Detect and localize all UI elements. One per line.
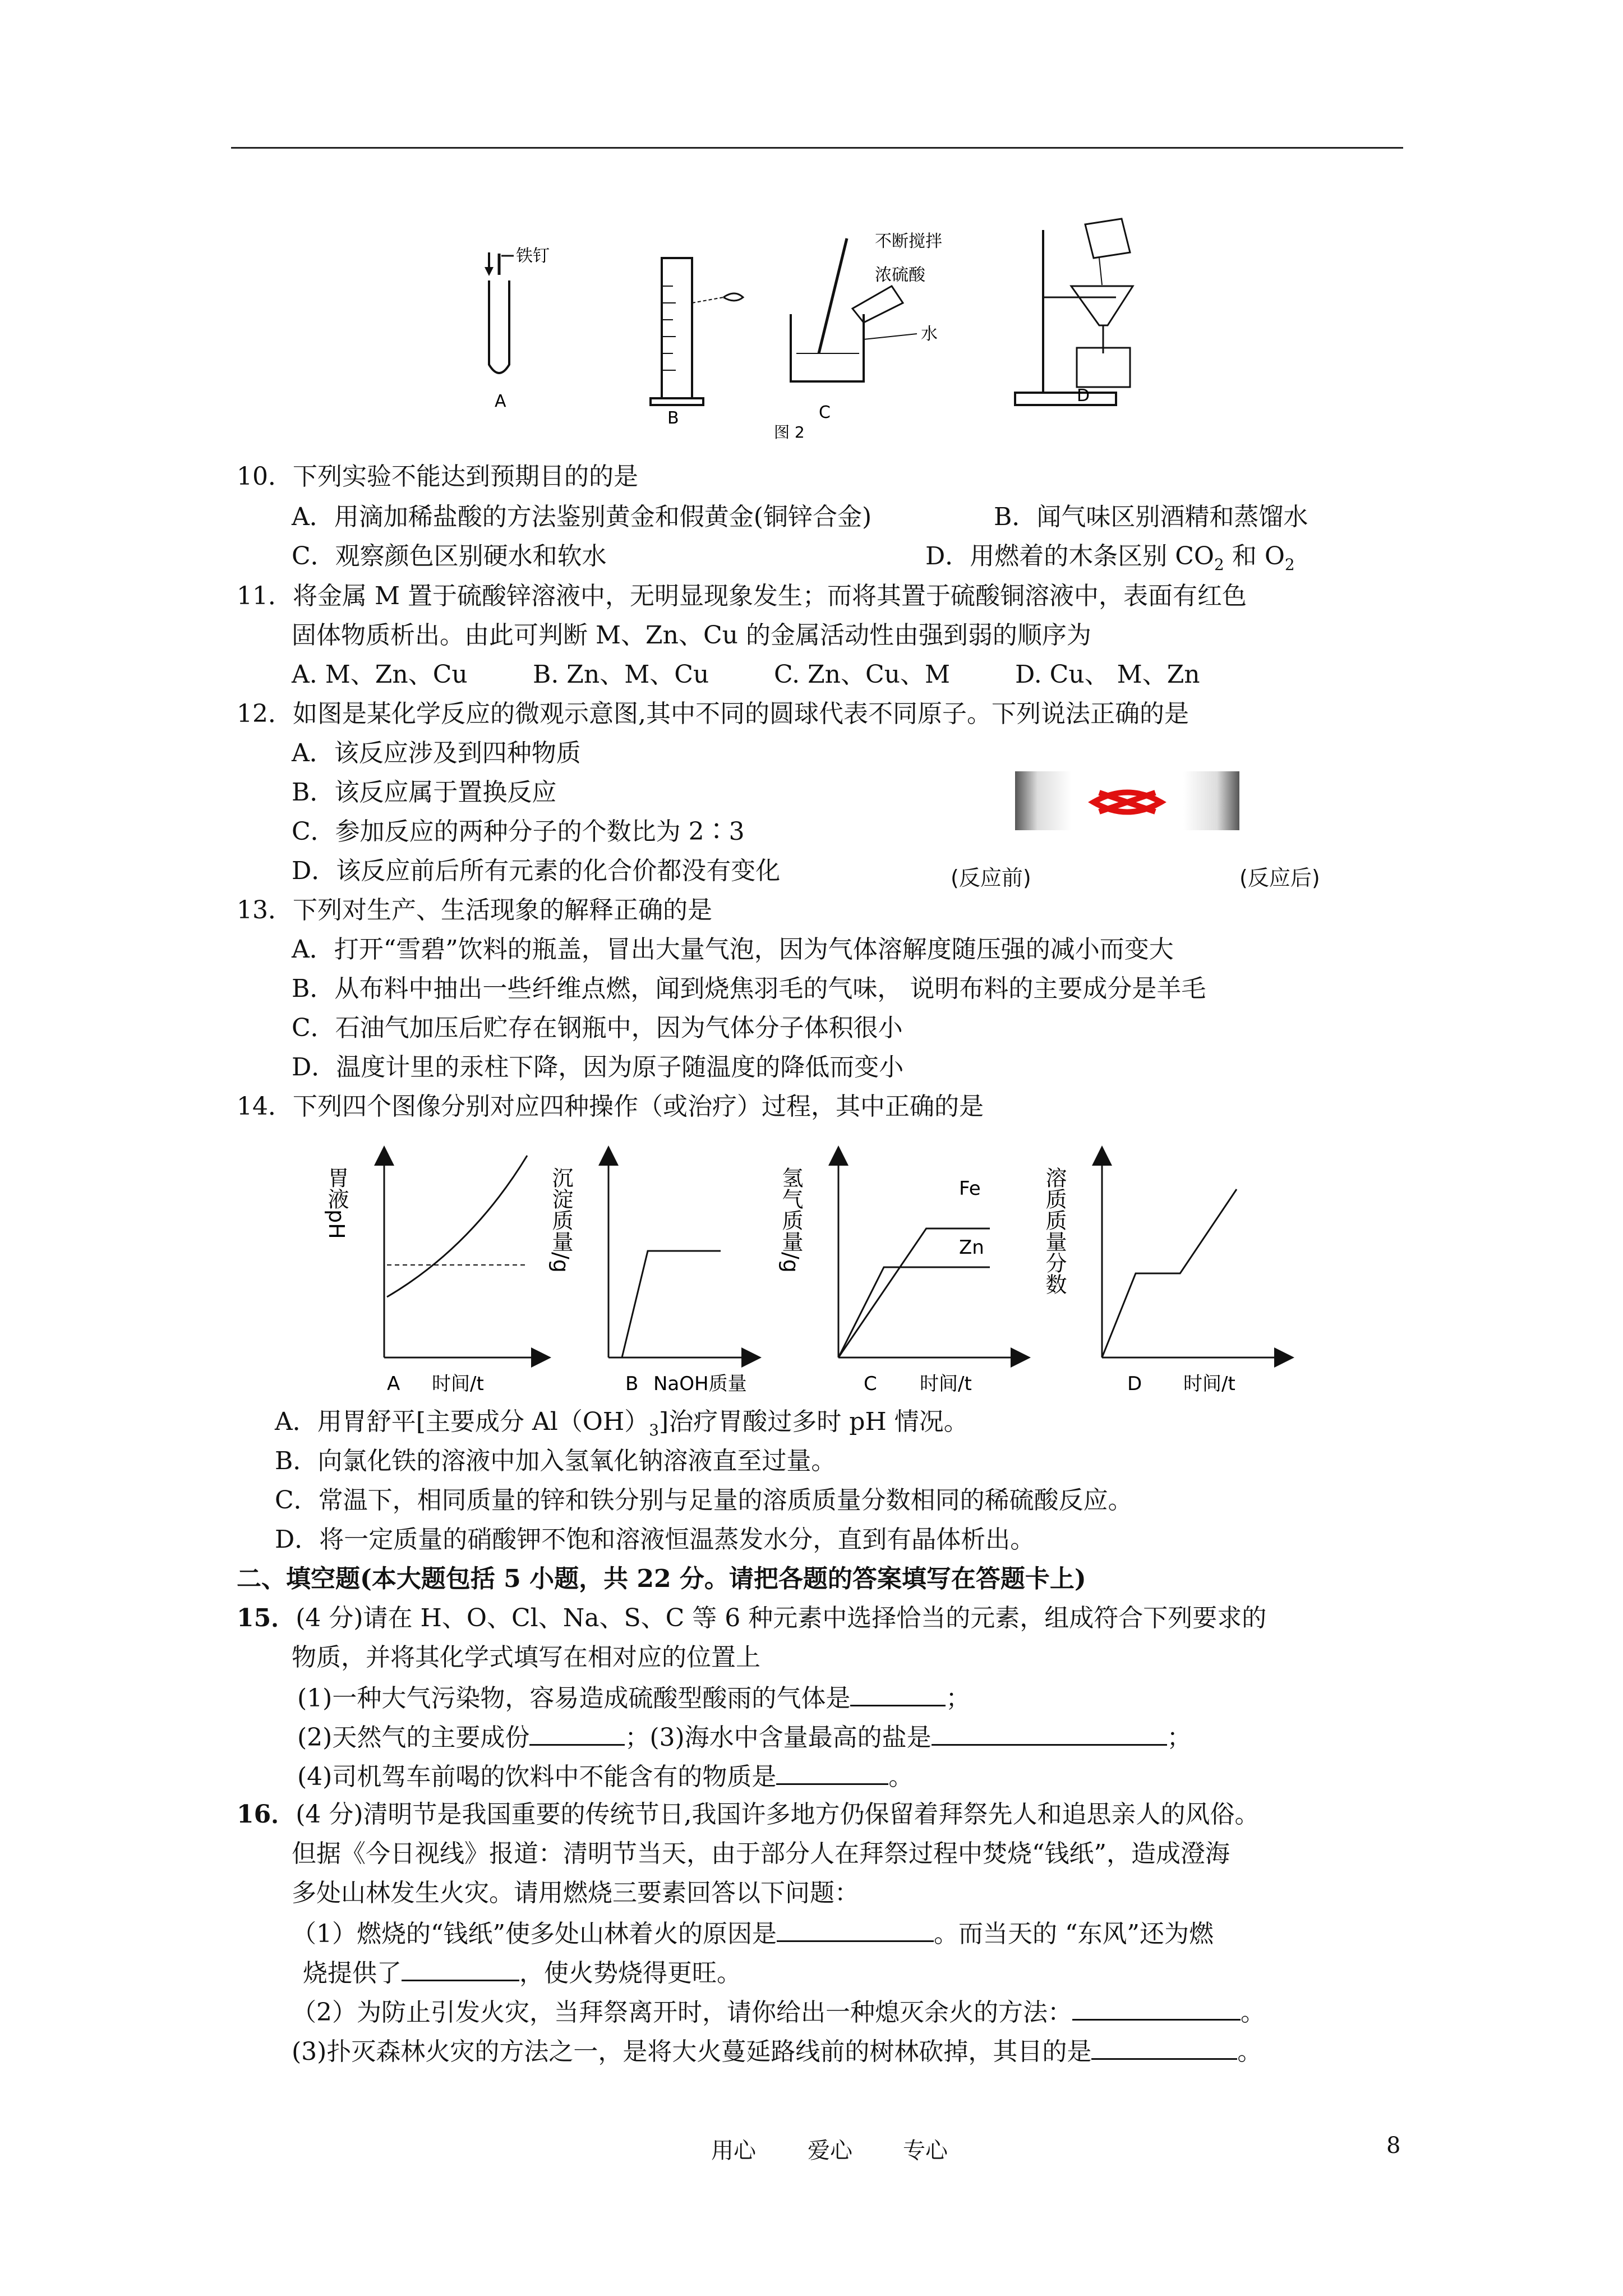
q15-part1: (1)一种大气污染物，容易造成硫酸型酸雨的气体是 ；: [297, 1680, 970, 1715]
q14-graphs: [324, 1150, 1301, 1402]
graph-d-letter: D: [1127, 1373, 1142, 1395]
graph-b-ylabel: 沉淀质量/g: [548, 1167, 573, 1273]
q11-option-d: D. Cu、 M、Zn: [1015, 660, 1200, 689]
graph-b-letter: B: [625, 1373, 639, 1395]
graph-c-xlabel: 时间/t: [920, 1373, 972, 1395]
q15-stem-line2: 物质，并将其化学式填写在相对应的位置上: [292, 1643, 760, 1672]
footer-slogan-1: 用心: [711, 2138, 756, 2164]
graph-a-xlabel: 时间/t: [432, 1373, 484, 1395]
q10-option-b: B．闻气味区别酒精和蒸馏水: [994, 503, 1308, 531]
page-number: 8: [1386, 2133, 1401, 2159]
footer-slogan-3: 专心: [903, 2138, 948, 2164]
graph-d: [1042, 1156, 1284, 1395]
label-iron-nail: 铁钉: [516, 246, 550, 266]
graph-d-xlabel: 时间/t: [1183, 1373, 1235, 1395]
graph-a-curve: [387, 1156, 527, 1297]
figure-caption: 图 2: [774, 423, 805, 441]
graph-d-ylabel: 溶质质量分数: [1042, 1167, 1067, 1295]
apparatus-c: [791, 232, 942, 422]
label-a: A: [495, 392, 506, 411]
q11-stem-line2: 固体物质析出。由此可判断 M、Zn、Cu 的金属活动性由强到弱的顺序为: [292, 621, 1091, 650]
q14-option-a: A．用胃舒平[主要成分 $Al(OH)_3$]治疗胃酸过多时 pH 情况。: [275, 1407, 969, 1439]
q13-option-a: A．打开“雪碧”饮料的瓶盖，冒出大量气泡，因为气体溶解度随压强的减小而变大: [292, 935, 1174, 964]
q15-blank-2[interactable]: [529, 1719, 625, 1746]
graph-b-line: [608, 1251, 721, 1358]
graph-b: [548, 1156, 751, 1395]
q10-option-d: D．用燃着的木条区别 $CO_2$ 和 $O_2$: [925, 542, 1295, 574]
q16-blank-2[interactable]: [402, 1955, 519, 1981]
q16-stem-line3: 多处山林发生火灾。请用燃烧三要素回答以下问题：: [292, 1879, 859, 1907]
label-d: D: [1077, 386, 1090, 406]
footer-slogan-2: 爱心: [808, 2138, 852, 2164]
q10-stem: 10．下列实验不能达到预期目的的是: [237, 462, 638, 491]
q16-blank-4[interactable]: [1091, 2033, 1237, 2060]
q13-option-c: C．石油气加压后贮存在钢瓶中，因为气体分子体积很小: [292, 1014, 903, 1042]
q13-option-b: B．从布料中抽出一些纤维点燃，闻到烧焦羽毛的气味， 说明布料的主要成分是羊毛: [292, 974, 1206, 1003]
graph-c-letter: C: [864, 1373, 877, 1395]
q16-part2: （2）为防止引发火灾，当拜祭离开时，请你给出一种熄灭余火的方法： 。: [292, 1994, 1265, 2030]
q12-option-d: D．该反应前后所有元素的化合价都没有变化: [292, 857, 781, 885]
q13-stem: 13．下列对生产、生活现象的解释正确的是: [237, 896, 712, 924]
q16-blank-1[interactable]: [777, 1916, 934, 1942]
q14-option-b: B．向氯化铁的溶液中加入氢氧化钠溶液直至过量。: [275, 1447, 836, 1475]
q11-option-a: A. M、Zn、Cu: [292, 660, 468, 689]
label-water: 水: [921, 324, 938, 344]
graph-a: [324, 1156, 541, 1395]
section-2-title: 二、填空题(本大题包括 5 小题，共 22 分。请把各题的答案填写在答题卡上): [237, 1565, 1086, 1593]
apparatus-d: [1015, 219, 1133, 406]
q16-blank-3[interactable]: [1072, 1994, 1241, 2021]
q12-option-c: C．参加反应的两种分子的个数比为 2∶3: [292, 817, 745, 846]
graph-c: [778, 1156, 1021, 1395]
reaction-diagram-placeholder: [1015, 771, 1239, 830]
q16-part1-cont: 烧提供了 ，使火势烧得更旺。: [303, 1955, 741, 1990]
label-c: C: [819, 403, 831, 422]
q10-option-c: C．观察颜色区别硬水和软水: [292, 542, 607, 570]
q16-stem-line2: 但据《今日视线》报道：清明节当天，由于部分人在拜祭过程中焚烧“钱纸”，造成澄海: [292, 1839, 1230, 1868]
q15-part2: (2)天然气的主要成份 ；(3)海水中含量最高的盐是 ；: [297, 1719, 1192, 1755]
label-stir: 不断搅拌: [875, 232, 942, 251]
label-after-reaction: (反应后): [1239, 866, 1320, 890]
graph-a-ylabel: 胃液pH: [324, 1167, 349, 1239]
q15-blank-1[interactable]: [850, 1680, 946, 1706]
q10-option-a: A．用滴加稀盐酸的方法鉴别黄金和假黄金(铜锌合金): [292, 503, 872, 531]
q14-option-c: C．常温下，相同质量的锌和铁分别与足量的溶质质量分数相同的稀硫酸反应。: [275, 1486, 1133, 1515]
label-acid: 浓硫酸: [875, 265, 925, 285]
q11-option-c: C. Zn、Cu、M: [774, 660, 951, 689]
graph-c-legend-fe: Fe: [959, 1177, 981, 1200]
q14-stem: 14．下列四个图像分别对应四种操作（或治疗）过程，其中正确的是: [237, 1092, 984, 1121]
q14-option-d: D．将一定质量的硝酸钾不饱和溶液恒温蒸发水分，直到有晶体析出。: [275, 1525, 1035, 1554]
label-b: B: [667, 408, 679, 428]
q16-part1: （1）燃烧的“钱纸”使多处山林着火的原因是 。而当天的 “东风”还为燃: [292, 1916, 1214, 1951]
q11-stem-line1: 11．将金属 M 置于硫酸锌溶液中，无明显现象发生；而将其置于硫酸铜溶液中，表面有红色: [237, 582, 1247, 610]
broken-image-icon: [1015, 771, 1239, 830]
q16-stem-line1: 16．(4 分)清明节是我国重要的传统节日,我国许多地方仍保留着拜祭先人和追思亲人的风俗。: [237, 1800, 1260, 1829]
q13-option-d: D．温度计里的汞柱下降，因为原子随温度的降低而变小: [292, 1053, 904, 1082]
header-rule: [231, 147, 1403, 149]
graph-b-xlabel: NaOH质量: [653, 1373, 747, 1395]
q12-option-a: A．该反应涉及到四种物质: [292, 739, 581, 767]
graph-a-letter: A: [387, 1373, 400, 1395]
q15-blank-4[interactable]: [776, 1759, 888, 1785]
q11-option-b: B. Zn、M、Cu: [533, 660, 709, 689]
q15-stem-line1: 15．(4 分)请在 H、O、Cl、Na、S、C 等 6 种元素中选择恰当的元素，组成符合下列要求的: [237, 1604, 1267, 1632]
label-before-reaction: (反应前): [951, 866, 1031, 890]
graph-c-ylabel: 氢气质量/g: [778, 1167, 803, 1273]
q15-part4: (4)司机驾车前喝的饮料中不能含有的物质是 。: [297, 1759, 913, 1794]
figure-2-apparatus: [460, 213, 1166, 449]
apparatus-b: [651, 258, 743, 428]
graph-c-zn-line: [838, 1267, 990, 1358]
graph-d-line: [1102, 1189, 1237, 1358]
q16-part3: (3)扑灭森林火灾的方法之一，是将大火蔓延路线前的树林砍掉，其目的是 。: [292, 2033, 1262, 2069]
graph-c-legend-zn: Zn: [959, 1236, 984, 1259]
apparatus-a: [485, 246, 550, 411]
q12-option-b: B．该反应属于置换反应: [292, 778, 557, 807]
q12-stem: 12．如图是某化学反应的微观示意图,其中不同的圆球代表不同原子。下列说法正确的是: [237, 700, 1189, 728]
q15-blank-3[interactable]: [932, 1719, 1167, 1746]
